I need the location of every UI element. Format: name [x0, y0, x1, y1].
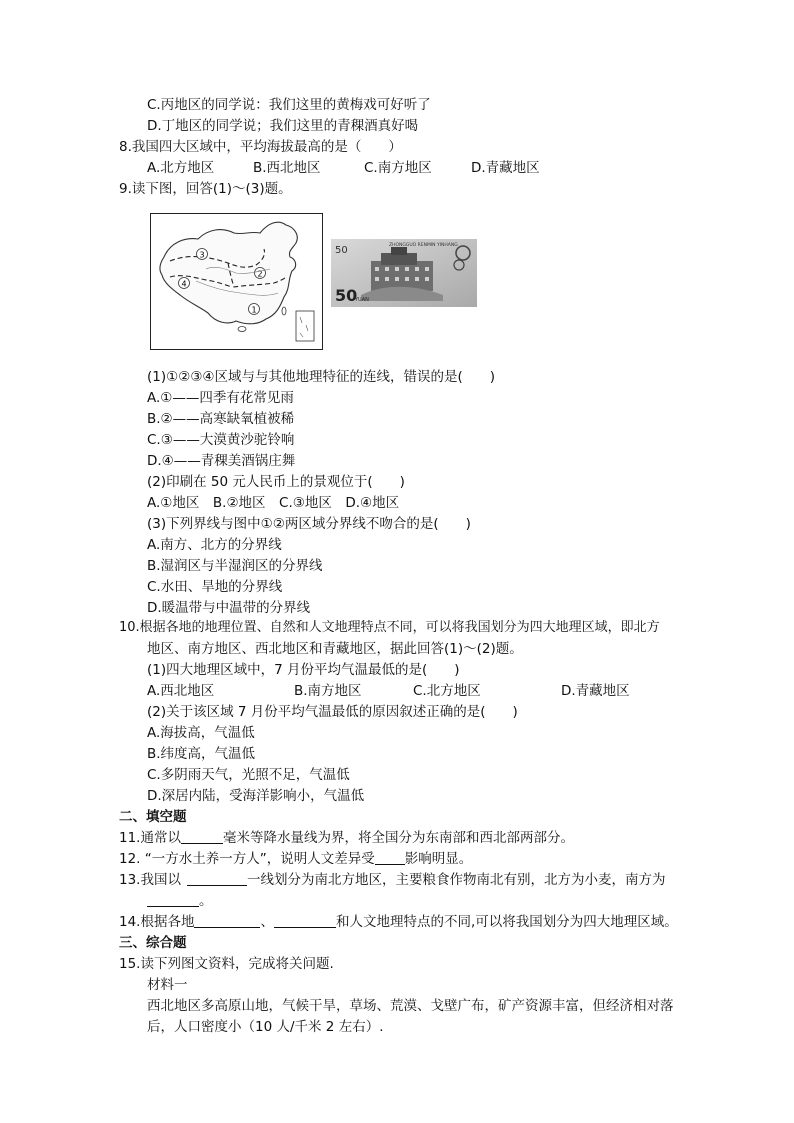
q8-option-d: D.青藏地区: [471, 160, 540, 176]
china-region-map: [150, 213, 323, 350]
q12-blank[interactable]: [375, 850, 405, 865]
rmb-50-banknote: [331, 239, 477, 307]
q9-sub3-option-d: D.暖温带与中温带的分界线: [147, 600, 311, 616]
q11-prefix: 11.通常以: [119, 830, 181, 846]
q13-suffix: 一线划分为南北方地区，主要粮食作物南北有别，北方为小麦，南方为: [246, 872, 666, 888]
q9-sub1-option-b: B.②——高寒缺氧植被稀: [147, 411, 295, 427]
region-label-1: [249, 304, 260, 315]
region-label-2: [255, 268, 266, 279]
svg-text:1: 1: [251, 305, 257, 315]
q10-sub2-option-b: B.纬度高，气温低: [147, 746, 256, 762]
q8-option-c: C.南方地区: [364, 160, 432, 176]
q12-prefix: 12. “一方水土养一方人”，说明人文差异受: [119, 851, 375, 867]
banknote-denomination-top: 50: [335, 245, 348, 256]
q8-option-b: B.西北地区: [253, 160, 321, 176]
q13-prefix: 13.我国以: [119, 872, 181, 888]
q9-sub3-option-c: C.水田、旱地的分界线: [147, 579, 283, 595]
q10-sub1-stem: (1)四大地理区域中，7 月份平均气温最低的是( ): [147, 662, 460, 678]
svg-text:3: 3: [199, 250, 205, 260]
q10-sub2-option-a: A.海拔高，气温低: [147, 725, 255, 741]
q9-sub2-options: A.①地区 B.②地区 C.③地区 D.④地区: [147, 495, 400, 511]
china-region-map-svg: [150, 213, 323, 350]
taiwan-island: [282, 307, 286, 315]
q9-sub2-stem: (2)印刷在 50 元人民币上的景观位于( ): [147, 474, 405, 490]
q10-sub2-stem: (2)关于该区域 7 月份平均气温最低的原因叙述正确的是( ): [147, 704, 518, 720]
q13-blank-2[interactable]: [147, 892, 199, 907]
svg-text:2: 2: [257, 269, 263, 279]
q9-sub3-option-a: A.南方、北方的分界线: [147, 537, 282, 553]
q10-sub2-option-c: C.多阴雨天气，光照不足，气温低: [147, 767, 350, 783]
south-china-sea-inset: [296, 311, 314, 341]
q9-stem: 9.读下图，回答(1)～(3)题。: [119, 181, 292, 197]
banknote-yuan: YUAN: [355, 297, 369, 303]
q10-stem-line2: 地区、南方地区、西北地区和青藏地区，据此回答(1)～(2)题。: [147, 641, 523, 657]
q10-sub1-option-b: B.南方地区: [294, 683, 362, 699]
q14-blank-1[interactable]: [194, 913, 260, 928]
q9-sub1-option-a: A.①——四季有花常见雨: [147, 390, 294, 406]
region-label-4: [179, 278, 190, 289]
q13-blank-1[interactable]: [187, 871, 247, 886]
q10-sub1-option-c: C.北方地区: [413, 683, 481, 699]
q13-line: [119, 871, 665, 889]
q13-end: 。: [199, 893, 213, 909]
region-label-3: [197, 249, 208, 260]
material-1-line2: 后，人口密度小（10 人/千米 2 左右）.: [147, 1019, 384, 1035]
q11-line: [119, 829, 574, 847]
section-fill-blank-heading: 二、填空题: [119, 809, 187, 825]
q14-line: [119, 913, 678, 931]
q12-suffix: 影响明显。: [404, 851, 473, 867]
q11-suffix: 毫米等降水量线为界，将全国分为东南部和西北部两部分。: [222, 830, 574, 846]
q7-option-d: D.丁地区的同学说；我们这里的青稞酒真好喝: [147, 118, 419, 134]
q9-sub3-stem: (3)下列界线与图中①②两区域分界线不吻合的是( ): [147, 516, 471, 532]
svg-text:4: 4: [181, 279, 187, 289]
q11-blank[interactable]: [181, 829, 223, 844]
q13-line2: [147, 892, 213, 910]
q10-stem-line1: 10.根据各地的地理位置、自然和人文地理特点不同，可以将我国划分为四大地理区域，即北方: [119, 620, 660, 635]
q14-blank-2[interactable]: [274, 913, 336, 928]
material-1-title: 材料一: [147, 977, 188, 993]
q14-sep: 、: [260, 914, 274, 930]
q14-prefix: 14.根据各地: [119, 914, 195, 930]
q9-sub1-stem: (1)①②③④区域与与其他地理特征的连线，错误的是( ): [147, 369, 496, 385]
q9-sub1-option-c: C.③——大漠黄沙驼铃响: [147, 432, 295, 448]
banknote-denomination-large: 50: [335, 286, 358, 305]
q10-sub1-option-a: A.西北地区: [147, 683, 215, 699]
q8-stem: 8.我国四大区域中，平均海拔最高的是（ ）: [119, 139, 402, 155]
hainan-island: [238, 327, 246, 332]
potala-palace-image: [371, 261, 433, 291]
q14-suffix: 和人文地理特点的不同,可以将我国划分为四大地理区域。: [335, 914, 678, 930]
material-1-line1: 西北地区多高原山地，气候干旱，草场、荒漠、戈壁广布，矿产资源丰富，但经济相对落: [147, 998, 674, 1014]
q12-line: [119, 850, 472, 868]
banknote-header: ZHONGGUO RENMIN YINHANG: [389, 243, 458, 248]
q9-sub1-option-d: D.④——青稞美酒锅庄舞: [147, 453, 296, 469]
q9-sub3-option-b: B.湿润区与半湿润区的分界线: [147, 558, 323, 574]
section-comprehensive-heading: 三、综合题: [119, 935, 187, 951]
q15-stem: 15.读下列图文资料，完成将关问题.: [119, 956, 334, 972]
q7-option-c: C.丙地区的同学说：我们这里的黄梅戏可好听了: [147, 97, 431, 113]
rmb-50-banknote-svg: [331, 239, 477, 307]
q10-sub2-option-d: D.深居内陆，受海洋影响小，气温低: [147, 788, 365, 804]
q8-option-a: A.北方地区: [147, 160, 215, 176]
q10-sub1-option-d: D.青藏地区: [561, 683, 630, 699]
